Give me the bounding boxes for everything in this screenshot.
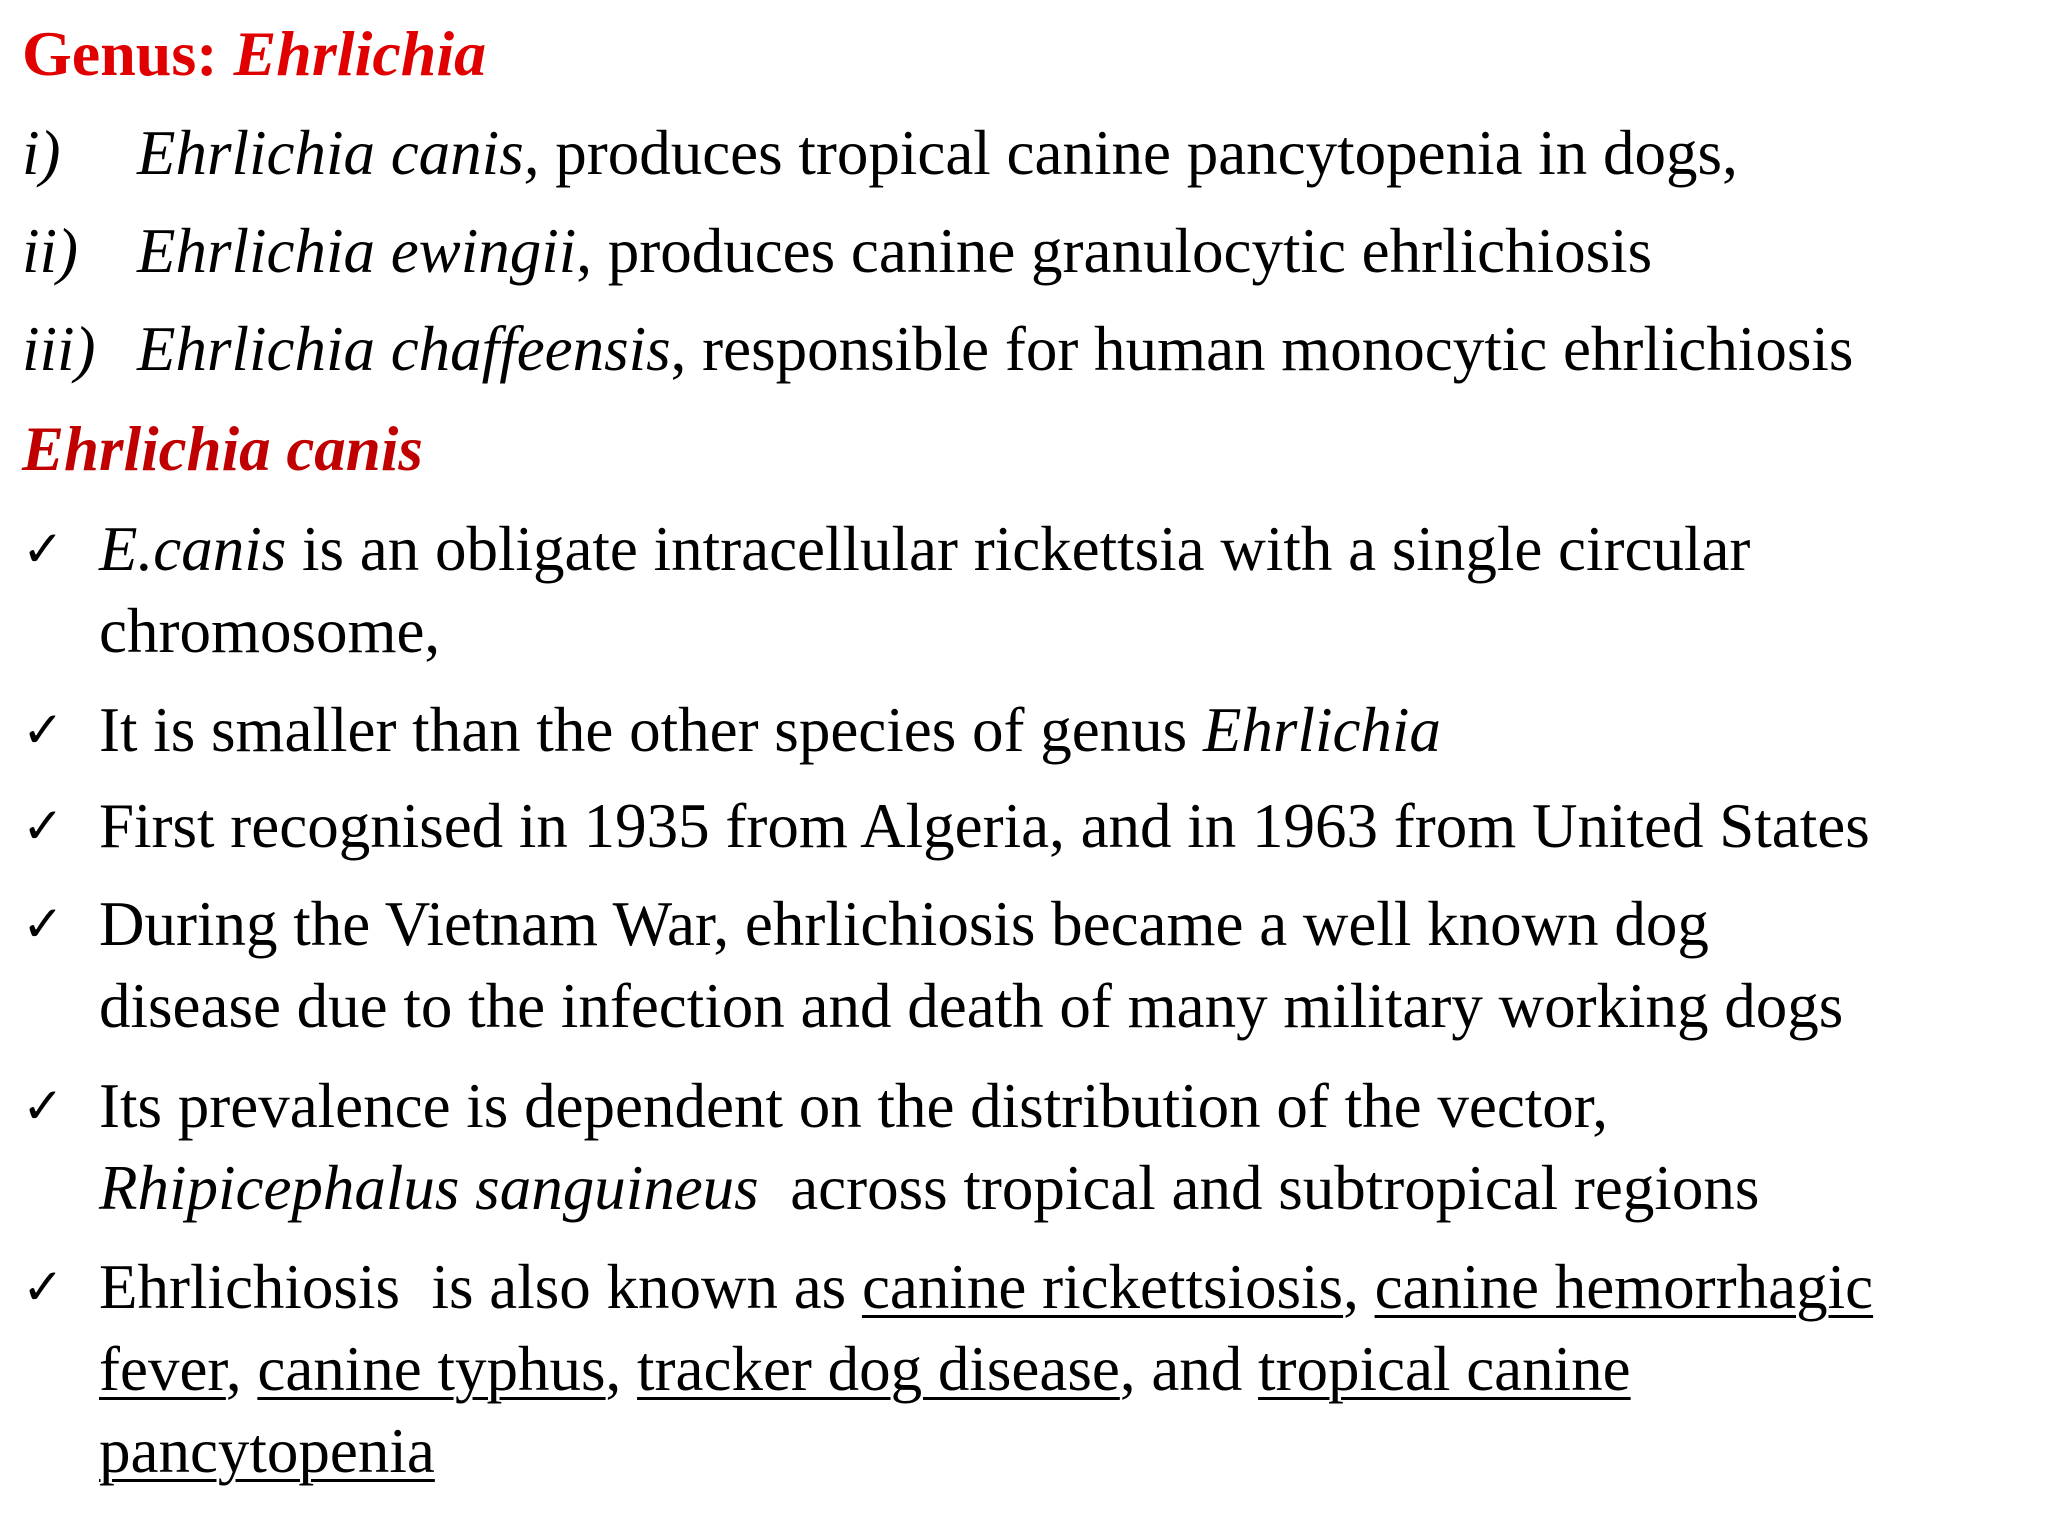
bullet-6-prefix: Ehrlichiosis is also known as bbox=[99, 1252, 862, 1322]
check-icon: ✓ bbox=[22, 1258, 64, 1316]
section-heading: Ehrlichia canis bbox=[22, 414, 423, 484]
species-number: i) bbox=[22, 118, 61, 188]
species-name: Ehrlichia ewingii bbox=[137, 216, 577, 286]
bullet-5-line1: Its prevalence is dependent on the distribution of the vector, bbox=[99, 1071, 1609, 1141]
species-description: , responsible for human monocytic ehrlichiosis bbox=[670, 314, 1854, 384]
species-description: produces tropical canine pancytopenia in dogs, bbox=[539, 118, 1738, 188]
bullet-1-line2: chromosome, bbox=[99, 596, 441, 666]
species-number: ii) bbox=[22, 216, 78, 286]
check-icon: ✓ bbox=[22, 797, 64, 855]
synonym-canine-typhus: canine typhus bbox=[257, 1334, 606, 1404]
bullet-2-italic: Ehrlichia bbox=[1202, 695, 1441, 765]
species-description: , produces canine granulocytic ehrlichiosis bbox=[576, 216, 1653, 286]
separator: , bbox=[225, 1334, 258, 1404]
genus-heading bbox=[22, 18, 487, 89]
synonym-canine-hemorrhagic-fever-part2: fever bbox=[99, 1334, 226, 1404]
genus-label: Genus: bbox=[22, 18, 218, 89]
synonym-canine-hemorrhagic-fever-part1: canine hemorrhagic bbox=[1374, 1252, 1874, 1322]
check-icon: ✓ bbox=[22, 895, 64, 953]
bullet-2-text: It is smaller than the other species of genus bbox=[99, 695, 1203, 765]
bullet-5-line2: across tropical and subtropical regions bbox=[758, 1153, 1760, 1223]
separator: , bbox=[605, 1334, 638, 1404]
species-name: Ehrlichia canis, bbox=[137, 118, 540, 188]
species-name: Ehrlichia chaffeensis bbox=[137, 314, 671, 384]
check-icon: ✓ bbox=[22, 1077, 64, 1135]
bullet-4-line1: During the Vietnam War, ehrlichiosis became a well known dog bbox=[99, 889, 1709, 959]
genus-name: Ehrlichia bbox=[233, 18, 487, 89]
check-icon: ✓ bbox=[22, 520, 64, 578]
check-icon: ✓ bbox=[22, 701, 64, 759]
synonym-tropical-canine-pancytopenia-part2: pancytopenia bbox=[99, 1416, 435, 1486]
synonym-canine-rickettsiosis: canine rickettsiosis bbox=[861, 1252, 1344, 1322]
bullet-4-line2: disease due to the infection and death of many military working dogs bbox=[99, 971, 1844, 1041]
bullet-1-italic: E.canis bbox=[99, 514, 287, 584]
separator: , and bbox=[1119, 1334, 1259, 1404]
synonym-tracker-dog-disease: tracker dog disease bbox=[637, 1334, 1120, 1404]
bullet-3-text: First recognised in 1935 from Algeria, and in 1963 from United States bbox=[99, 791, 1870, 861]
vector-name: Rhipicephalus sanguineus bbox=[99, 1153, 759, 1223]
synonym-tropical-canine-pancytopenia-part1: tropical canine bbox=[1258, 1334, 1631, 1404]
bullet-1-text: is an obligate intracellular rickettsia with a single circular bbox=[286, 514, 1751, 584]
separator: , bbox=[1343, 1252, 1375, 1322]
species-number: iii) bbox=[22, 314, 96, 384]
